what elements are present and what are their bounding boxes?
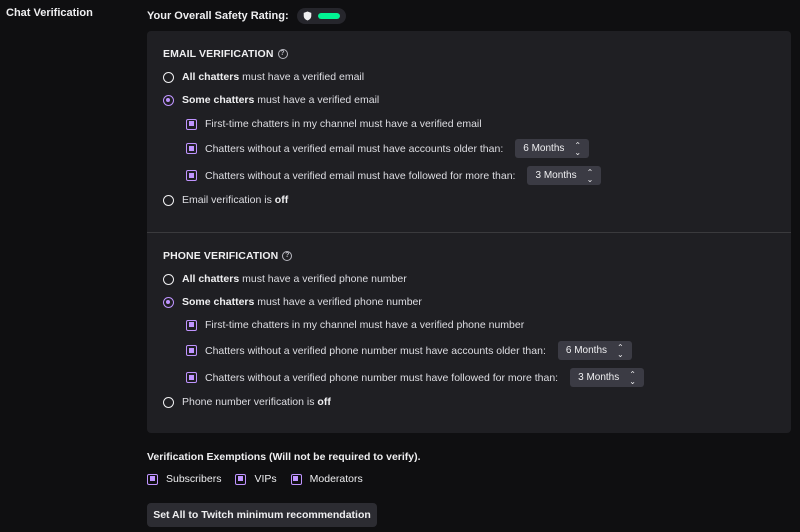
help-icon[interactable]: ? bbox=[282, 251, 292, 261]
shield-icon bbox=[303, 11, 312, 21]
checkbox-phone-first-time[interactable] bbox=[186, 320, 197, 331]
checkbox-phone-account-age[interactable] bbox=[186, 345, 197, 356]
radio-phone-off[interactable] bbox=[163, 397, 174, 408]
phone-followed-select[interactable] bbox=[570, 368, 644, 387]
email-option-some[interactable] bbox=[163, 94, 379, 106]
email-option-all[interactable] bbox=[163, 71, 364, 83]
email-option-some-label bbox=[182, 94, 379, 106]
phone-option-all-label bbox=[182, 273, 407, 285]
exemptions-title: Verification Exemptions (Will not be required to verify). bbox=[147, 451, 421, 463]
phone-account-age-label: Chatters without a verified phone number must have accounts older than: bbox=[205, 344, 546, 357]
email-followed-option[interactable] bbox=[186, 166, 601, 185]
phone-first-time-label: First-time chatters in my channel must have a verified phone number bbox=[205, 319, 525, 331]
safety-rating-indicator[interactable] bbox=[297, 8, 346, 24]
radio-email-all[interactable] bbox=[163, 72, 174, 83]
help-icon[interactable]: ? bbox=[278, 49, 288, 59]
checkbox-subscribers[interactable] bbox=[147, 474, 158, 485]
email-account-age-option[interactable] bbox=[186, 139, 589, 158]
phone-option-off[interactable] bbox=[163, 396, 331, 408]
email-account-age-value: 6 Months bbox=[523, 143, 565, 154]
chevron-updown-icon: ⌃ ⌄ bbox=[617, 342, 624, 359]
safety-rating bbox=[147, 8, 346, 24]
checkbox-moderators[interactable] bbox=[291, 474, 302, 485]
set-minimum-recommendation-button[interactable]: Set All to Twitch minimum recommendation bbox=[147, 503, 377, 527]
phone-account-age-select[interactable] bbox=[558, 341, 632, 360]
email-account-age-label: Chatters without a verified email must have accounts older than: bbox=[205, 142, 504, 155]
email-option-off-strong: off bbox=[274, 194, 289, 206]
email-option-off-rest: Email verification is bbox=[182, 194, 272, 206]
chevron-updown-icon: ⌃ ⌄ bbox=[586, 167, 594, 184]
checkbox-phone-followed[interactable] bbox=[186, 372, 197, 383]
email-option-all-rest: must have a verified email bbox=[242, 71, 365, 83]
phone-followed-label: Chatters without a verified phone number must have followed for more than: bbox=[205, 371, 559, 384]
safety-rating-fill bbox=[318, 13, 340, 19]
phone-account-age-option[interactable] bbox=[186, 341, 632, 360]
checkbox-email-followed[interactable] bbox=[186, 170, 197, 181]
section-label: Chat Verification bbox=[6, 7, 93, 19]
email-verification-title bbox=[163, 48, 288, 60]
exemption-subscribers-label: Subscribers bbox=[166, 473, 222, 485]
radio-email-off[interactable] bbox=[163, 195, 174, 206]
chevron-updown-icon: ⌃ ⌄ bbox=[574, 140, 582, 157]
radio-phone-all[interactable] bbox=[163, 274, 174, 285]
email-option-some-strong: Some chatters bbox=[182, 94, 255, 106]
email-followed-select[interactable] bbox=[527, 166, 601, 185]
checkbox-email-first-time[interactable] bbox=[186, 119, 197, 130]
email-verification-heading: EMAIL VERIFICATION bbox=[163, 48, 274, 60]
phone-option-off-rest: Phone number verification is bbox=[182, 396, 315, 408]
phone-first-time-option[interactable] bbox=[186, 319, 524, 331]
safety-rating-label: Your Overall Safety Rating: bbox=[147, 10, 289, 22]
phone-verification-panel bbox=[147, 233, 791, 433]
email-first-time-label: First-time chatters in my channel must have a verified email bbox=[205, 118, 482, 130]
checkbox-vips[interactable] bbox=[235, 474, 246, 485]
email-verification-panel bbox=[147, 31, 791, 232]
radio-phone-some[interactable] bbox=[163, 297, 174, 308]
phone-option-off-label bbox=[182, 396, 331, 408]
exemption-moderators-label: Moderators bbox=[309, 473, 363, 485]
exemptions-list bbox=[147, 473, 363, 485]
phone-followed-option[interactable] bbox=[186, 368, 644, 387]
phone-verification-title bbox=[163, 250, 292, 262]
email-option-all-label bbox=[182, 71, 364, 83]
phone-option-some-label bbox=[182, 296, 422, 308]
email-option-all-strong: All chatters bbox=[182, 71, 240, 83]
phone-account-age-value: 6 Months bbox=[565, 345, 608, 356]
phone-verification-heading: PHONE VERIFICATION bbox=[163, 250, 279, 262]
email-option-off[interactable] bbox=[163, 194, 288, 206]
phone-option-some[interactable] bbox=[163, 296, 422, 308]
email-followed-label: Chatters without a verified email must have followed for more than: bbox=[205, 169, 516, 182]
checkbox-email-account-age[interactable] bbox=[186, 143, 197, 154]
exemption-moderators[interactable] bbox=[291, 473, 363, 485]
phone-option-all-rest: must have a verified phone number bbox=[242, 273, 407, 285]
phone-followed-value: 3 Months bbox=[578, 372, 620, 383]
exemption-vips-label: VIPs bbox=[254, 473, 277, 485]
exemption-subscribers[interactable] bbox=[147, 473, 221, 485]
phone-option-off-strong: off bbox=[317, 396, 331, 408]
radio-email-some[interactable] bbox=[163, 95, 174, 106]
phone-option-some-rest: must have a verified phone number bbox=[257, 296, 422, 308]
email-option-off-label bbox=[182, 194, 288, 206]
chevron-updown-icon: ⌃ ⌄ bbox=[629, 369, 636, 386]
phone-option-all[interactable] bbox=[163, 273, 407, 285]
phone-option-some-strong: Some chatters bbox=[182, 296, 255, 308]
safety-rating-bar bbox=[318, 13, 340, 19]
email-followed-value: 3 Months bbox=[535, 170, 577, 181]
exemption-vips[interactable] bbox=[235, 473, 276, 485]
phone-option-all-strong: All chatters bbox=[182, 273, 240, 285]
email-first-time-option[interactable] bbox=[186, 118, 482, 130]
email-option-some-rest: must have a verified email bbox=[257, 94, 380, 106]
email-account-age-select[interactable] bbox=[515, 139, 589, 158]
